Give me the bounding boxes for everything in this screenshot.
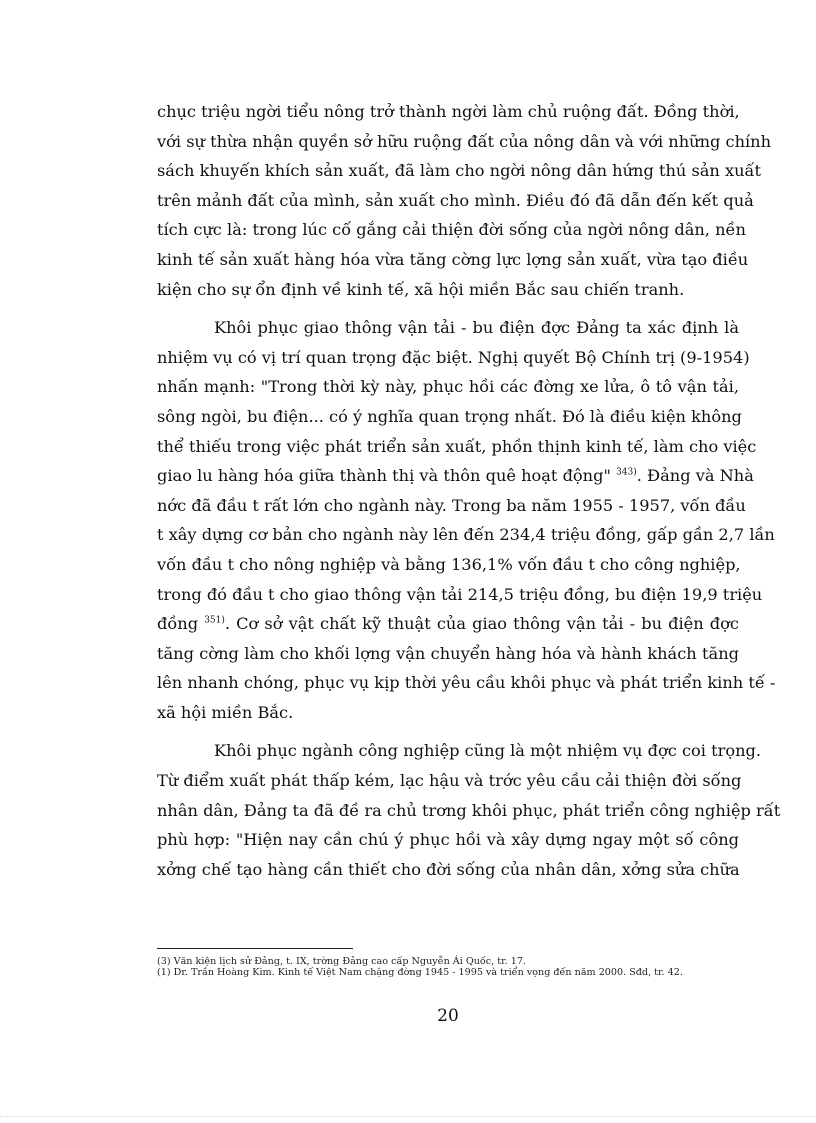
text-line: t xây dựng cơ bản cho ngành này lên đến 234,4 triệu đồng, gấp gần 2,7 lần [157, 525, 775, 545]
text-line: nhấn mạnh: "Trong thời kỳ này, phục hồi các đờng xe lửa, ô tô vận tải, [157, 377, 739, 397]
footnotes [157, 956, 739, 978]
text-line: lên nhanh chóng, phục vụ kịp thời yêu cầu khôi phục và phát triển kinh tế - [157, 673, 776, 693]
text-line: Khôi phục ngành công nghiệp cũng là một nhiệm vụ đợc coi trọng. [214, 741, 762, 761]
text-line: vốn đầu t cho nông nghiệp và bằng 136,1% vốn đầu t cho công nghiệp, [157, 554, 741, 574]
text-line: phù hợp: "Hiện nay cần chú ý phục hồi và xây dựng ngay một số công [157, 830, 739, 850]
text-line: tăng cờng làm cho khối lợng vận chuyển hàng hóa và hành khách tăng [157, 643, 739, 663]
text-segment: đồng [157, 614, 205, 634]
text-segment: . Cơ sở vật chất kỹ thuật của giao thông vận tải - bu điện đợc [224, 614, 739, 634]
page-number: 20 [437, 1006, 459, 1026]
text-line: Khôi phục giao thông vận tải - bu điện đợc Đảng ta xác định là [214, 318, 739, 338]
page-bottom-divider [0, 1116, 816, 1117]
body-text [157, 97, 781, 884]
text-line: Từ điểm xuất phát thấp kém, lạc hậu và trớc yêu cầu cải thiện đời sống [157, 771, 742, 791]
text-line: kiện cho sự ổn định về kinh tế, xã hội miền Bắc sau chiến tranh. [157, 279, 685, 299]
text-line: sông ngòi, bu điện... có ý nghĩa quan trọng nhất. Đó là điều kiện không [157, 406, 742, 426]
text-line: kinh tế sản xuất hàng hóa vừa tăng cờng lực lợng sản xuất, vừa tạo điều [157, 249, 749, 269]
text-line: chục triệu ngời tiểu nông trở thành ngời làm chủ ruộng đất. Đồng thời, [157, 102, 740, 121]
footnote: (3) Văn kiện lịch sử Đảng, t. IX, trờng Đảng cao cấp Nguyễn Ái Quốc, tr. 17. [157, 956, 526, 967]
text-line: nhiệm vụ có vị trí quan trọng đặc biệt. Nghị quyết Bộ Chính trị (9-1954) [157, 347, 750, 367]
text-line [157, 609, 739, 639]
text-line [157, 461, 754, 491]
text-line: nhân dân, Đảng ta đã đề ra chủ trơng khôi phục, phát triển công nghiệp rất [157, 800, 781, 820]
text-segment: . Đảng và Nhà [636, 466, 754, 486]
text-line: thể thiếu trong việc phát triển sản xuất, phồn thịnh kinh tế, làm cho việc [157, 436, 757, 456]
footnote: (1) Dr. Trần Hoàng Kim. Kinh tế Việt Nam chặng đờng 1945 - 1995 và triển vọng đến năm 2000. Sđd, tr. 42. [157, 967, 683, 978]
text-line: trên mảnh đất của mình, sản xuất cho mình. Điều đó đã dẫn đến kết quả [157, 190, 754, 210]
text-line: nớc đã đầu t rất lớn cho ngành này. Trong ba năm 1955 - 1957, vốn đầu [157, 495, 746, 515]
text-line: xởng chế tạo hàng cần thiết cho đời sống của nhân dân, xởng sửa chữa [157, 859, 740, 879]
text-line: trong đó đầu t cho giao thông vận tải 214,5 triệu đồng, bu điện 19,9 triệu [157, 584, 763, 604]
footnote-ref: 351) [204, 615, 225, 626]
text-segment: giao lu hàng hóa giữa thành thị và thôn quê hoạt động" [157, 466, 617, 486]
text-line: với sự thừa nhận quyền sở hữu ruộng đất của nông dân và với những chính [157, 131, 772, 151]
footnote-divider [157, 948, 353, 949]
text-line: sách khuyến khích sản xuất, đã làm cho ngời nông dân hứng thú sản xuất [157, 161, 761, 181]
text-line: xã hội miền Bắc. [157, 702, 294, 722]
footnote-ref: 343) [616, 467, 637, 478]
text-line: tích cực là: trong lúc cố gắng cải thiện đời sống của ngời nông dân, nền [157, 220, 746, 240]
